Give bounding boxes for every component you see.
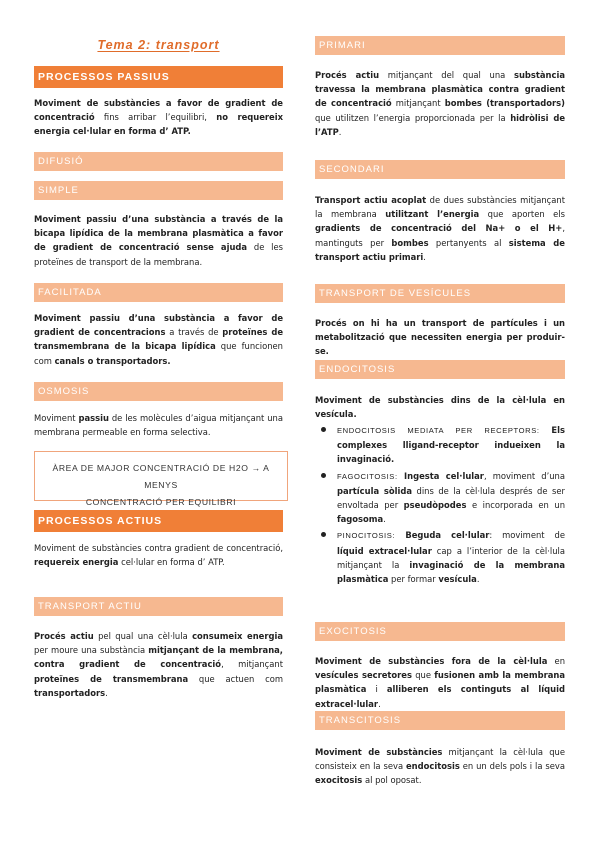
secondari-text-part: gradients de concentració del Na+ o el H+	[315, 223, 563, 234]
transcitosis-text-part: exocitosis	[315, 775, 363, 786]
secondari-text-part: de dues substàncies mitjançant la membrana	[315, 195, 565, 220]
list-item-part: : moviment de	[489, 530, 565, 541]
passius-text	[34, 96, 283, 139]
list-item-part: .	[383, 514, 386, 525]
list-item-part: Beguda cel·lular	[395, 530, 490, 541]
exocitosis-text-part: que	[411, 670, 435, 681]
osmosis-text-part: Moviment	[34, 413, 79, 423]
facilitada-text	[34, 311, 283, 368]
list-item-part: líquid extracel·lular	[337, 545, 432, 556]
subheader-transcitosis: TRANSCITOSIS	[315, 711, 565, 730]
section-header-actius: PROCESSOS ACTIUS	[34, 510, 283, 532]
primari-text	[315, 68, 565, 139]
transport-actiu-part: proteïnes de transmembrana	[34, 673, 189, 684]
primari-text-part: mitjançant del qual una	[379, 70, 514, 80]
list-item	[315, 469, 565, 527]
endocitosis-list	[315, 423, 565, 588]
transcitosis-text-part: endocitosis	[406, 761, 460, 772]
list-item-part: e incorporada en un	[466, 500, 565, 511]
bullet-icon	[321, 427, 326, 432]
exocitosis-text-part: Moviment de substàncies fora de la cèl·lula	[315, 656, 548, 666]
list-item-part: .	[476, 574, 480, 585]
actius-text-part: Moviment de substàncies contra gradient de concentració,	[34, 543, 283, 553]
primari-text-part: que utilitzen l’energia proporcionada per la	[315, 112, 511, 123]
facilitada-text-part: a través de	[165, 327, 223, 338]
exocitosis-text-part: en	[547, 656, 566, 666]
exocitosis-text-part: i	[366, 684, 387, 695]
transport-actiu-part: pel qual una cèl·lula	[93, 631, 193, 641]
list-item	[315, 528, 565, 586]
transport-actiu-part: que actuen com	[188, 673, 283, 684]
osmosis-text-part: de les molècules d’aigua mitjançant una membrana permeable en forma selectiva.	[34, 413, 284, 438]
facilitada-text-part: proteïnes de transmembrana de la bicapa lipídica	[34, 327, 283, 352]
page-title: Tema 2: transport	[97, 38, 220, 52]
list-item-part: , moviment d’una	[483, 470, 565, 481]
bullet-icon	[321, 532, 326, 537]
subheader-primari: PRIMARI	[315, 36, 565, 55]
primari-text-part: mitjançant	[391, 98, 445, 109]
exocitosis-text-part: .	[378, 698, 381, 709]
primari-text-part: substància travessa la membrana plasmàtica contra gradient de concentració	[315, 70, 565, 109]
transport-actiu-part: per moure una substància	[34, 645, 149, 656]
secondari-text	[315, 193, 565, 264]
facilitada-text-part: Moviment passiu d’una substància a favor de gradient de concentracions	[34, 313, 283, 338]
passius-text-part: fins arribar l’equilibri,	[94, 112, 217, 123]
list-item-term: ENDOCITOSIS MEDIATA PER RECEPTORS:	[337, 426, 540, 435]
transport-actiu-part: Procés actiu	[34, 631, 94, 641]
facilitada-text-part: canals o transportadors.	[54, 355, 171, 366]
list-item-term: FAGOCITOSIS:	[337, 471, 398, 481]
actius-text	[34, 541, 283, 569]
transport-actiu-part: , mitjançant	[221, 659, 283, 670]
transport-actiu-part: consumeix energia	[192, 631, 283, 641]
vesicules-text: Procés on hi ha un transport de partícules i un metabolització que necessiten energia per produir-se.	[315, 318, 565, 357]
transcitosis-text	[315, 745, 565, 788]
secondari-text-part: que aporten els	[479, 209, 565, 220]
primari-text-part: bombes (transportadors)	[444, 98, 565, 109]
transcitosis-text-part: al pol oposat.	[362, 775, 422, 786]
exocitosis-text-part: alliberen els continguts al líquid extracel·lular	[315, 684, 566, 709]
osmosis-note-line: ÀREA DE MAJOR CONCENTRACIÓ DE H2O → A MENYS	[52, 463, 270, 490]
list-item-part: Els complexes lligand-receptor indueixen la invaginació.	[337, 425, 565, 465]
list-item-part: cap a l’interior de la cèl·lula mitjançant la	[337, 545, 566, 570]
osmosis-text	[34, 411, 283, 439]
section-header-passius: PROCESSOS PASSIUS	[34, 66, 283, 88]
list-item-term: PINOCITOSIS:	[337, 531, 396, 541]
secondari-text-part: .	[423, 251, 426, 262]
list-item-part: Ingesta cel·lular	[397, 470, 484, 481]
subheader-transport-actiu: TRANSPORT ACTIU	[34, 597, 283, 616]
list-item-part: dins de la cèl·lula després de ser envoltada per	[337, 485, 565, 511]
simple-text-part: Moviment passiu d’una substància a través de la bicapa lipídica de la membrana plasmàtica a favor de gradient de concentració sense ajuda	[34, 214, 283, 253]
exocitosis-text-part: fusionen amb la membrana plasmàtica	[315, 670, 565, 695]
transcitosis-text-part: Moviment de substàncies	[315, 747, 443, 757]
transport-actiu-part: transportadors	[34, 687, 106, 698]
osmosis-text-part: passiu	[78, 413, 109, 423]
list-item-part: partícula sòlida	[337, 485, 412, 496]
secondari-text-part: utilitzant l’energia	[385, 209, 480, 220]
subheader-difusio: DIFUSIÓ	[34, 152, 283, 171]
subheader-simple: SIMPLE	[34, 181, 283, 200]
list-item-part: per formar	[388, 574, 439, 585]
exocitosis-text	[315, 654, 565, 711]
primari-text-part: Procés actiu	[315, 70, 380, 80]
exocitosis-text-part: vesícules secretores	[315, 670, 412, 681]
passius-text-part: no requereix energia cel·lular en forma d’ ATP.	[34, 112, 283, 137]
transport-actiu-text	[34, 629, 283, 700]
secondari-text-part: , mantinguts per	[315, 223, 565, 248]
list-item-part: pseudòpodes	[403, 500, 467, 511]
list-item-part: invaginació de la membrana plasmàtica	[337, 559, 566, 585]
passius-text-part: Moviment de substàncies a favor de gradient de concentració	[34, 98, 283, 123]
secondari-text-part: pertanyents al	[428, 237, 509, 248]
secondari-text-part: Transport actiu acoplat	[315, 195, 427, 205]
primari-text-part: hidròlisi de l’ATP	[315, 112, 565, 137]
transport-actiu-part: mitjançant de la membrana, contra gradient de concentració	[34, 645, 283, 670]
bullet-icon	[321, 473, 326, 478]
primari-text-part: .	[338, 126, 342, 137]
subheader-osmosis: OSMOSIS	[34, 382, 283, 401]
transcitosis-text-part: en un dels pols i la seva	[459, 761, 565, 772]
osmosis-note-box	[34, 451, 288, 507]
transcitosis-text-part: mitjançant la cèl·lula que consisteix en la seva	[315, 747, 566, 772]
secondari-text-part: bombes	[391, 237, 429, 248]
actius-text-part: requereix energia	[34, 557, 119, 568]
subheader-facilitada: FACILITADA	[34, 283, 283, 302]
transport-actiu-part: .	[105, 687, 108, 698]
facilitada-text-part: que funcionen com	[34, 341, 283, 366]
actius-text-part: cel·lular en forma d’ ATP.	[118, 557, 225, 568]
subheader-secondari: SECONDARI	[315, 160, 565, 179]
osmosis-note-line: CONCENTRACIÓ PER EQUILIBRI	[85, 497, 237, 507]
subheader-endocitosis: ENDOCITOSIS	[315, 360, 565, 379]
simple-text-part: de les proteïnes de transport de la membrana.	[34, 242, 283, 267]
list-item	[315, 423, 565, 467]
endocitosis-text: Moviment de substàncies dins de la cèl·lula en vesícula.	[315, 395, 565, 420]
list-item-part: vesícula	[438, 574, 477, 585]
simple-text	[34, 212, 283, 269]
list-item-part: fagosoma	[337, 514, 384, 525]
secondari-text-part: sistema de transport actiu primari	[315, 237, 565, 262]
subheader-exocitosis: EXOCITOSIS	[315, 622, 565, 641]
subheader-vesicules: TRANSPORT DE VESÍCULES	[315, 284, 565, 303]
